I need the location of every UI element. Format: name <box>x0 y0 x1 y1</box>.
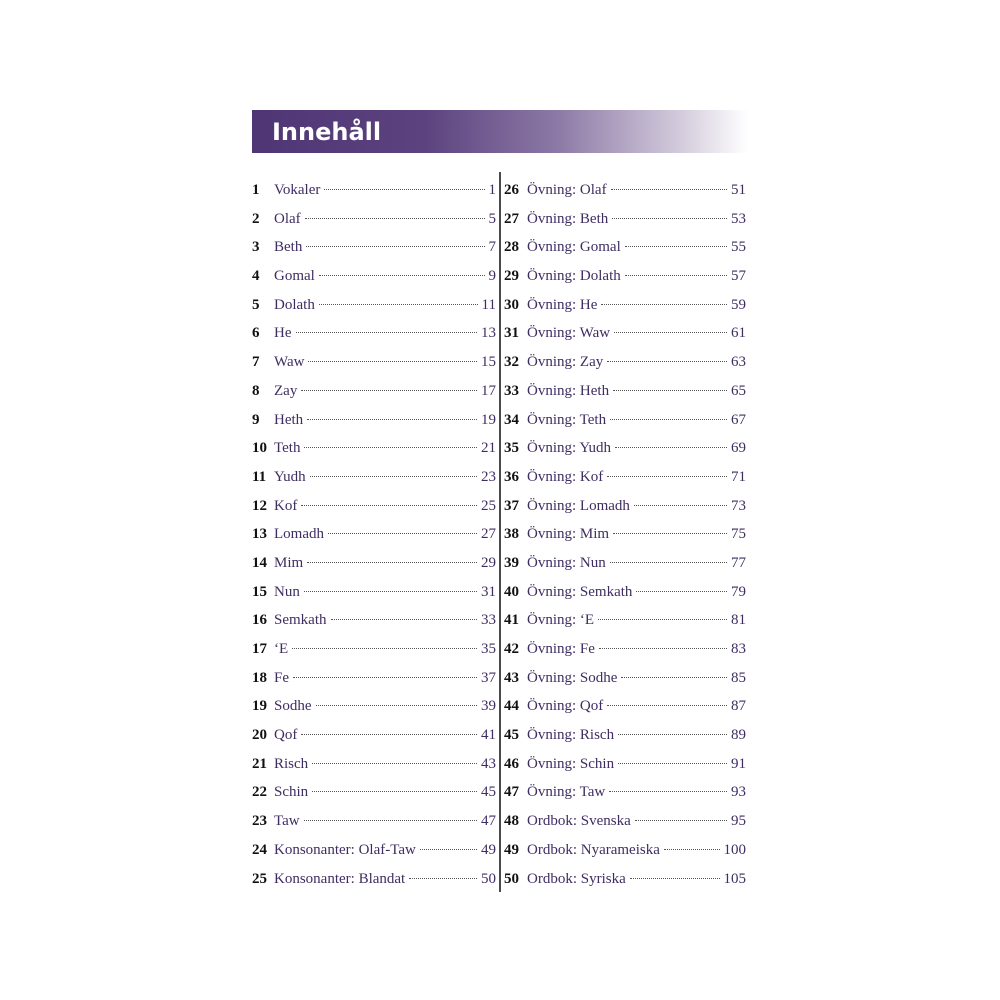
entry-title: Övning: Risch <box>527 727 615 744</box>
toc-entry[interactable] <box>252 836 496 865</box>
dot-leader <box>307 419 477 420</box>
toc-entry[interactable] <box>504 549 746 578</box>
toc-entry[interactable] <box>252 549 496 578</box>
entry-title: Nun <box>274 583 300 600</box>
entry-title: Övning: Taw <box>527 784 606 801</box>
entry-number: 33 <box>504 382 519 399</box>
entry-page-number: 75 <box>731 526 746 543</box>
entry-page-number: 63 <box>731 354 746 371</box>
entry-title: Waw <box>274 354 305 371</box>
entry-title: Övning: Mim <box>527 526 610 543</box>
dot-leader <box>312 763 477 764</box>
dot-leader <box>634 505 727 506</box>
entry-number: 4 <box>252 268 260 285</box>
entry-title: Konsonanter: Blandat <box>274 870 406 887</box>
entry-number: 31 <box>504 325 519 342</box>
entry-page-number: 85 <box>731 669 746 686</box>
entry-title: Övning: He <box>527 296 598 313</box>
entry-title: Kof <box>274 497 298 514</box>
entry-page-number: 33 <box>481 612 496 629</box>
dot-leader <box>613 533 727 534</box>
entry-title: Övning: Lomadh <box>527 497 630 514</box>
toc-entry[interactable] <box>504 721 746 750</box>
toc-entry[interactable] <box>504 520 746 549</box>
entry-title: Schin <box>274 784 309 801</box>
entry-number: 30 <box>504 296 519 313</box>
entry-title: Övning: Waw <box>527 325 611 342</box>
entry-number: 18 <box>252 669 267 686</box>
dot-leader <box>312 791 477 792</box>
entry-number: 36 <box>504 468 519 485</box>
entry-title: Övning: Olaf <box>527 182 607 198</box>
entry-title: Övning: Heth <box>527 382 610 399</box>
toc-entry[interactable] <box>504 492 746 521</box>
entry-number: 2 <box>252 210 260 227</box>
dot-leader <box>304 447 477 448</box>
dot-leader <box>301 734 477 735</box>
entry-number: 26 <box>504 182 519 198</box>
toc-entry[interactable] <box>252 291 496 320</box>
toc-entry[interactable] <box>252 492 496 521</box>
entry-title: Ordbok: Nyarameiska <box>527 841 660 858</box>
toc-entry[interactable] <box>504 434 746 463</box>
entry-number: 1 <box>252 182 260 198</box>
entry-page-number: 71 <box>731 468 746 485</box>
entry-page-number: 59 <box>731 296 746 313</box>
dot-leader <box>316 705 478 706</box>
dot-leader <box>607 361 727 362</box>
entry-number: 49 <box>504 841 519 858</box>
entry-page-number: 50 <box>481 870 496 887</box>
entry-page-number: 67 <box>731 411 746 428</box>
dot-leader <box>636 591 727 592</box>
entry-number: 12 <box>252 497 267 514</box>
toc-entry[interactable] <box>252 692 496 721</box>
entry-title: Ordbok: Svenska <box>527 813 631 830</box>
entry-title: Olaf <box>274 210 301 227</box>
toc-entry[interactable] <box>252 205 496 234</box>
entry-page-number: 77 <box>731 554 746 571</box>
toc-left-column <box>252 176 496 893</box>
entry-number: 9 <box>252 411 260 428</box>
entry-number: 48 <box>504 813 519 830</box>
dot-leader <box>308 361 477 362</box>
entry-page-number: 57 <box>731 268 746 285</box>
toc-entry[interactable] <box>252 635 496 664</box>
entry-number: 17 <box>252 641 267 657</box>
entry-page-number: 43 <box>481 755 496 772</box>
entry-page-number: 49 <box>481 841 496 858</box>
entry-page-number: 51 <box>731 182 746 198</box>
entry-number: 7 <box>252 354 260 371</box>
toc-entry[interactable] <box>504 750 746 779</box>
toc-entry[interactable] <box>504 176 746 205</box>
dot-leader <box>599 648 727 649</box>
entry-page-number: 93 <box>731 784 746 801</box>
entry-title: Fe <box>274 669 289 686</box>
entry-page-number: 47 <box>481 813 496 830</box>
dot-leader <box>625 246 727 247</box>
entry-number: 27 <box>504 210 519 227</box>
toc-entry[interactable] <box>504 319 746 348</box>
toc-entry[interactable] <box>504 262 746 291</box>
toc-entry[interactable] <box>504 578 746 607</box>
entry-number: 39 <box>504 554 519 571</box>
entry-page-number: 89 <box>731 727 746 744</box>
dot-leader <box>598 619 727 620</box>
column-divider <box>499 172 501 892</box>
entry-page-number: 21 <box>481 440 496 457</box>
toc-entry[interactable] <box>504 377 746 406</box>
entry-number: 11 <box>252 468 267 485</box>
entry-page-number: 11 <box>481 296 496 313</box>
entry-page-number: 100 <box>723 841 746 858</box>
dot-leader <box>310 476 477 477</box>
entry-page-number: 29 <box>481 554 496 571</box>
dot-leader <box>610 562 727 563</box>
entry-title: Gomal <box>274 268 315 285</box>
entry-number: 13 <box>252 526 267 543</box>
entry-page-number: 73 <box>731 497 746 514</box>
dot-leader <box>613 390 727 391</box>
entry-page-number: 17 <box>481 382 496 399</box>
entry-page-number: 37 <box>481 669 496 686</box>
dot-leader <box>618 734 727 735</box>
entry-title: Övning: Zay <box>527 354 604 371</box>
entry-page-number: 95 <box>731 813 746 830</box>
entry-page-number: 27 <box>481 526 496 543</box>
entry-title: Övning: Schin <box>527 755 615 772</box>
toc-entry[interactable] <box>252 778 496 807</box>
entry-number: 23 <box>252 813 267 830</box>
entry-page-number: 105 <box>723 870 746 887</box>
entry-page-number: 9 <box>488 268 496 285</box>
entry-title: Yudh <box>274 468 306 485</box>
entry-title: Vokaler <box>274 182 321 198</box>
dot-leader <box>607 705 727 706</box>
entry-page-number: 23 <box>481 468 496 485</box>
entry-title: Övning: Kof <box>527 468 604 485</box>
entry-number: 32 <box>504 354 519 371</box>
toc-entry[interactable] <box>504 291 746 320</box>
dot-leader <box>621 677 727 678</box>
entry-number: 35 <box>504 440 519 457</box>
toc-entry[interactable] <box>252 348 496 377</box>
toc-entry[interactable] <box>252 578 496 607</box>
dot-leader <box>611 189 727 190</box>
dot-leader <box>328 533 477 534</box>
entry-title: Sodhe <box>274 698 312 715</box>
entry-page-number: 65 <box>731 382 746 399</box>
dot-leader <box>601 304 727 305</box>
entry-number: 50 <box>504 870 519 887</box>
entry-title: Övning: Yudh <box>527 440 612 457</box>
dot-leader <box>607 476 727 477</box>
entry-page-number: 15 <box>481 354 496 371</box>
dot-leader <box>307 562 477 563</box>
dot-leader <box>612 218 727 219</box>
entry-page-number: 45 <box>481 784 496 801</box>
dot-leader <box>630 878 720 879</box>
entry-title: ‘E <box>274 641 289 657</box>
toc-entry[interactable] <box>504 463 746 492</box>
entry-page-number: 35 <box>481 641 496 657</box>
entry-number: 3 <box>252 239 260 256</box>
toc-entry[interactable] <box>504 865 746 894</box>
dot-leader <box>625 275 727 276</box>
page-title: Innehåll <box>272 118 382 146</box>
entry-number: 41 <box>504 612 519 629</box>
toc-entry[interactable] <box>504 606 746 635</box>
entry-number: 43 <box>504 669 519 686</box>
entry-title: Övning: Dolath <box>527 268 621 285</box>
dot-leader <box>306 246 484 247</box>
entry-number: 6 <box>252 325 260 342</box>
entry-number: 45 <box>504 727 519 744</box>
entry-page-number: 79 <box>731 583 746 600</box>
entry-title: Qof <box>274 727 298 744</box>
entry-title: Övning: Fe <box>527 641 595 657</box>
dot-leader <box>304 820 477 821</box>
dot-leader <box>609 791 727 792</box>
dot-leader <box>409 878 477 879</box>
toc-entry[interactable] <box>504 664 746 693</box>
entry-page-number: 25 <box>481 497 496 514</box>
toc-entry[interactable] <box>504 348 746 377</box>
entry-title: Övning: Semkath <box>527 583 633 600</box>
entry-title: Ordbok: Syriska <box>527 870 626 887</box>
toc-entry[interactable] <box>252 434 496 463</box>
entry-page-number: 87 <box>731 698 746 715</box>
entry-title: Teth <box>274 440 301 457</box>
dot-leader <box>319 304 478 305</box>
dot-leader <box>331 619 478 620</box>
dot-leader <box>319 275 485 276</box>
entry-title: Övning: Gomal <box>527 239 621 256</box>
dot-leader <box>618 763 727 764</box>
entry-title: Lomadh <box>274 526 324 543</box>
toc-entry[interactable] <box>504 635 746 664</box>
toc-entry[interactable] <box>252 865 496 894</box>
entry-number: 21 <box>252 755 267 772</box>
entry-title: Övning: Beth <box>527 210 609 227</box>
entry-title: Heth <box>274 411 304 428</box>
toc-entry[interactable] <box>504 807 746 836</box>
entry-title: Övning: ‘E <box>527 612 595 629</box>
entry-number: 28 <box>504 239 519 256</box>
toc-entry[interactable] <box>504 406 746 435</box>
entry-page-number: 31 <box>481 583 496 600</box>
entry-number: 42 <box>504 641 519 657</box>
entry-page-number: 39 <box>481 698 496 715</box>
entry-page-number: 53 <box>731 210 746 227</box>
toc-entry[interactable] <box>504 205 746 234</box>
entry-number: 40 <box>504 583 519 600</box>
entry-title: Konsonanter: Olaf-Taw <box>274 841 416 858</box>
entry-title: Mim <box>274 554 304 571</box>
contents-header-bar <box>252 110 748 153</box>
toc-entry[interactable] <box>504 778 746 807</box>
entry-title: Dolath <box>274 296 315 313</box>
toc-entry[interactable] <box>252 750 496 779</box>
entry-title: Semkath <box>274 612 327 629</box>
toc-entry[interactable] <box>504 836 746 865</box>
entry-title: Övning: Sodhe <box>527 669 618 686</box>
entry-number: 38 <box>504 526 519 543</box>
dot-leader <box>664 849 720 850</box>
dot-leader <box>420 849 477 850</box>
dot-leader <box>635 820 727 821</box>
dot-leader <box>305 218 485 219</box>
entry-number: 14 <box>252 554 267 571</box>
dot-leader <box>292 648 477 649</box>
entry-title: Övning: Qof <box>527 698 604 715</box>
entry-number: 34 <box>504 411 519 428</box>
entry-page-number: 7 <box>488 239 496 256</box>
toc-entry[interactable] <box>252 406 496 435</box>
entry-number: 8 <box>252 382 260 399</box>
entry-number: 24 <box>252 841 267 858</box>
toc-entry[interactable] <box>252 520 496 549</box>
entry-number: 20 <box>252 727 267 744</box>
toc-entry[interactable] <box>252 377 496 406</box>
entry-page-number: 41 <box>481 727 496 744</box>
toc-right-column <box>504 176 746 893</box>
entry-page-number: 55 <box>731 239 746 256</box>
entry-number: 22 <box>252 784 267 801</box>
dot-leader <box>301 390 477 391</box>
entry-title: Övning: Teth <box>527 411 607 428</box>
entry-title: Zay <box>274 382 298 399</box>
toc-entry[interactable] <box>252 606 496 635</box>
entry-page-number: 19 <box>481 411 496 428</box>
dot-leader <box>610 419 727 420</box>
entry-number: 5 <box>252 296 260 313</box>
entry-number: 44 <box>504 698 519 715</box>
entry-title: Övning: Nun <box>527 554 606 571</box>
entry-page-number: 1 <box>488 182 496 198</box>
entry-number: 37 <box>504 497 519 514</box>
dot-leader <box>614 332 727 333</box>
entry-number: 25 <box>252 870 267 887</box>
toc-entry[interactable] <box>252 233 496 262</box>
entry-title: Taw <box>274 813 300 830</box>
entry-page-number: 61 <box>731 325 746 342</box>
entry-number: 15 <box>252 583 267 600</box>
entry-title: Beth <box>274 239 303 256</box>
dot-leader <box>615 447 727 448</box>
dot-leader <box>301 505 477 506</box>
entry-number: 16 <box>252 612 267 629</box>
dot-leader <box>296 332 478 333</box>
dot-leader <box>324 189 484 190</box>
toc-entry[interactable] <box>252 176 496 205</box>
entry-number: 47 <box>504 784 519 801</box>
entry-number: 10 <box>252 440 267 457</box>
toc-entry[interactable] <box>504 233 746 262</box>
entry-page-number: 69 <box>731 440 746 457</box>
entry-number: 46 <box>504 755 519 772</box>
entry-title: He <box>274 325 292 342</box>
toc-entry[interactable] <box>504 692 746 721</box>
entry-page-number: 81 <box>731 612 746 629</box>
entry-page-number: 13 <box>481 325 496 342</box>
toc-entry[interactable] <box>252 807 496 836</box>
entry-page-number: 83 <box>731 641 746 657</box>
entry-number: 29 <box>504 268 519 285</box>
toc-entry[interactable] <box>252 664 496 693</box>
toc-entry[interactable] <box>252 262 496 291</box>
toc-entry[interactable] <box>252 463 496 492</box>
entry-page-number: 91 <box>731 755 746 772</box>
dot-leader <box>304 591 477 592</box>
entry-title: Risch <box>274 755 309 772</box>
entry-page-number: 5 <box>488 210 496 227</box>
toc-entry[interactable] <box>252 721 496 750</box>
entry-number: 19 <box>252 698 267 715</box>
toc-entry[interactable] <box>252 319 496 348</box>
dot-leader <box>293 677 477 678</box>
